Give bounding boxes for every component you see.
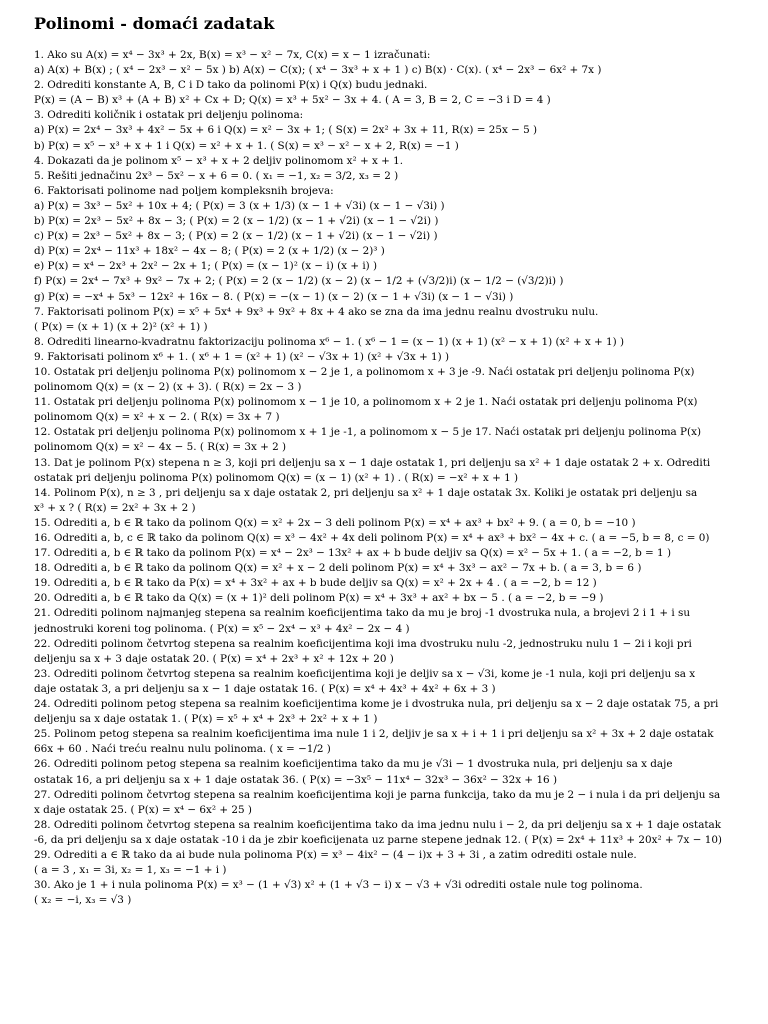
- problem-line: a) A(x) + B(x) ; ( x⁴ − 2x³ − x² − 5x ) b) A(x) − C(x); ( x⁴ − 3x³ + x + 1 ) c) B(x) · C(x). ( x⁴ − 2x³ − 6x² + 7x ): [34, 64, 602, 77]
- problem-line: 14. Polinom P(x), n ≥ 3 , pri deljenju sa x daje ostatak 2, pri deljenju sa x² + 1 daje ostatak 3x. Koliki je ostatak pri deljenju sa: [34, 486, 698, 499]
- problem-line: d) P(x) = 2x⁴ − 11x³ + 18x² − 4x − 8; ( P(x) = 2 (x + 1/2) (x − 2)³ ): [34, 245, 385, 258]
- problem-line: 10. Ostatak pri deljenju polinoma P(x) polinomom x − 2 je 1, a polinomom x + 3 je -9. Naći ostatak pri deljenju polinoma P(x): [34, 365, 695, 378]
- problem-line: 18. Odrediti a, b ∈ ℝ tako da polinom Q(x) = x² + x − 2 deli polinom P(x) = x⁴ + 3x³ − ax² − 7x + b. ( a = 3, b = 6 ): [34, 562, 642, 575]
- problem-line: x³ + x ? ( R(x) = 2x² + 3x + 2 ): [34, 501, 196, 514]
- problem-line: 7. Faktorisati polinom P(x) = x⁵ + 5x⁴ + 9x³ + 9x² + 8x + 4 ako se zna da ima jednu realnu dvostruku nulu.: [34, 305, 599, 318]
- problem-line: 22. Odrediti polinom četvrtog stepena sa realnim koeficijentima koji ima dvostruku nulu -2, jednostruku nulu 1 − 2i i koji pri: [34, 637, 692, 650]
- problem-line: 25. Polinom petog stepena sa realnim koeficijentima ima nule 1 i 2, deljiv je sa x + i + 1 i pri deljenju sa x² + 3x + 2 daje ostatak: [34, 728, 714, 741]
- problem-line: jednostruki koreni tog polinoma. ( P(x) = x⁵ − 2x⁴ − x³ + 4x² − 2x − 4 ): [34, 622, 410, 635]
- problem-line: 26. Odrediti polinom petog stepena sa realnim koeficijentima tako da mu je √3i − 1 dvostruka nula, pri deljenju sa x daje: [34, 758, 673, 771]
- problem-line: 27. Odrediti polinom četvrtog stepena sa realnim koeficijentima koji je parna funkcija, tako da mu je 2 − i nula i da pri deljenju sa: [34, 788, 721, 801]
- problem-line: e) P(x) = x⁴ − 2x³ + 2x² − 2x + 1; ( P(x) = (x − 1)² (x − i) (x + i) ): [34, 260, 378, 273]
- problem-line: 19. Odrediti a, b ∈ ℝ tako da P(x) = x⁴ + 3x² + ax + b bude deljiv sa Q(x) = x² + 2x + 4 . ( a = −2, b = 12 ): [34, 577, 597, 590]
- problem-line: x daje ostatak 25. ( P(x) = x⁴ − 6x² + 25 ): [34, 803, 252, 816]
- problem-line: a) P(x) = 3x³ − 5x² + 10x + 4; ( P(x) = 3 (x + 1/3) (x − 1 + √3i) (x − 1 − √3i) ): [34, 199, 445, 212]
- problem-line: 24. Odrediti polinom petog stepena sa realnim koeficijentima kome je i dvostruka nula, pri deljenju sa x − 2 daje ostatak 75, a pri: [34, 698, 719, 711]
- problem-line: 28. Odrediti polinom četvrtog stepena sa realnim koeficijentima tako da ima jednu nulu i − 2, da pri deljenju sa x + 1 daje ostatak: [34, 818, 722, 831]
- problem-line: -6, da pri deljenju sa x daje ostatak -10 i da je zbir koeficijenata uz parne stepene jednak 12. ( P(x) = 2x⁴ + 11x³ + 20x² + 7x − 10): [34, 833, 722, 846]
- problem-line: polinomom Q(x) = x² + x − 2. ( R(x) = 3x + 7 ): [34, 411, 280, 424]
- problem-line: c) P(x) = 2x³ − 5x² + 8x − 3; ( P(x) = 2 (x − 1/2) (x − 1 + √2i) (x − 1 − √2i) ): [34, 230, 438, 243]
- problem-line: 17. Odrediti a, b ∈ ℝ tako da polinom P(x) = x⁴ − 2x³ − 13x² + ax + b bude deljiv sa Q(x) = x² − 5x + 1. ( a = −2, b = 1 ): [34, 547, 672, 560]
- problem-line: P(x) = (A − B) x³ + (A + B) x² + Cx + D; Q(x) = x³ + 5x² − 3x + 4. ( A = 3, B = 2, C = −3 i D = 4 ): [34, 94, 551, 107]
- page-title: Polinomi - domaći zadatak: [34, 14, 275, 33]
- problem-line: deljenju sa x + 3 daje ostatak 20. ( P(x) = x⁴ + 2x³ + x² + 12x + 20 ): [34, 652, 394, 665]
- problem-line: 8. Odrediti linearno-kvadratnu faktorizaciju polinoma x⁶ − 1. ( x⁶ − 1 = (x − 1) (x + 1) (x² − x + 1) (x² + x + 1) ): [34, 335, 625, 348]
- problem-line: 5. Rešiti jednačinu 2x³ − 5x² − x + 6 = 0. ( x₁ = −1, x₂ = 3/2, x₃ = 2 ): [34, 169, 399, 182]
- problem-line: b) P(x) = 2x³ − 5x² + 8x − 3; ( P(x) = 2 (x − 1/2) (x − 1 + √2i) (x − 1 − √2i) ): [34, 215, 439, 228]
- problem-line: 15. Odrediti a, b ∈ ℝ tako da polinom Q(x) = x² + 2x − 3 deli polinom P(x) = x⁴ + ax³ + bx² + 9. ( a = 0, b = −10 ): [34, 516, 636, 529]
- problem-line: ( P(x) = (x + 1) (x + 2)² (x² + 1) ): [34, 320, 208, 333]
- problem-line: 21. Odrediti polinom najmanjeg stepena sa realnim koeficijentima tako da mu je broj -1 dvostruka nula, a brojevi 2 i 1 + i su: [34, 607, 691, 620]
- problem-line: 12. Ostatak pri deljenju polinoma P(x) polinomom x + 1 je -1, a polinomom x − 5 je 17. Naći ostatak pri deljenju polinoma P(x): [34, 426, 701, 439]
- problem-line: deljenju sa x daje ostatak 1. ( P(x) = x⁵ + x⁴ + 2x³ + 2x² + x + 1 ): [34, 713, 378, 726]
- problem-line: 4. Dokazati da je polinom x⁵ − x³ + x + 2 deljiv polinomom x² + x + 1.: [34, 154, 404, 167]
- problem-line: a) P(x) = 2x⁴ − 3x³ + 4x² − 5x + 6 i Q(x) = x² − 3x + 1; ( S(x) = 2x² + 3x + 11, R(x) = 25x − 5 ): [34, 124, 538, 137]
- problem-line: 11. Ostatak pri deljenju polinoma P(x) polinomom x − 1 je 10, a polinomom x + 2 je 1. Naći ostatak pri deljenju polinoma P(x): [34, 396, 698, 409]
- problem-line: 20. Odrediti a, b ∈ ℝ tako da Q(x) = (x + 1)² deli polinom P(x) = x⁴ + 3x³ + ax² + bx − 5 . ( a = −2, b = −9 ): [34, 592, 604, 605]
- problem-line: ( x₂ = −i, x₃ = √3 ): [34, 894, 132, 907]
- problem-line: 66x + 60 . Naći treću realnu nulu polinoma. ( x = −1/2 ): [34, 743, 331, 756]
- problem-line: 6. Faktorisati polinome nad poljem kompleksnih brojeva:: [34, 184, 334, 197]
- problem-line: g) P(x) = −x⁴ + 5x³ − 12x² + 16x − 8. ( P(x) = −(x − 1) (x − 2) (x − 1 + √3i) (x − 1 − √3i) ): [34, 290, 514, 303]
- problem-line: ostatak pri deljenju polinoma P(x) polinomom Q(x) = (x − 1) (x² + 1) . ( R(x) = −x² + x + 1 ): [34, 471, 519, 484]
- problem-line: f) P(x) = 2x⁴ − 7x³ + 9x² − 7x + 2; ( P(x) = 2 (x − 1/2) (x − 2) (x − 1/2 + (√3/2)i) (x − 1/2 − (√3/2)i) ): [34, 275, 564, 288]
- problem-line: polinomom Q(x) = (x − 2) (x + 3). ( R(x) = 2x − 3 ): [34, 381, 302, 394]
- problem-line: 30. Ako je 1 + i nula polinoma P(x) = x³ − (1 + √3) x² + (1 + √3 − i) x − √3 + √3i odrediti ostale nule tog polinoma.: [34, 879, 643, 892]
- problem-line: b) P(x) = x⁵ − x³ + x + 1 i Q(x) = x² + x + 1. ( S(x) = x³ − x² − x + 2, R(x) = −1 ): [34, 139, 459, 152]
- problem-line: 16. Odrediti a, b, c ∈ ℝ tako da polinom Q(x) = x³ − 4x² + 4x deli polinom P(x) = x⁴ + ax³ + bx² − 4x + c. ( a = −5, b = 8, c = 0): [34, 532, 710, 544]
- problem-line: 1. Ako su A(x) = x⁴ − 3x³ + 2x, B(x) = x³ − x² − 7x, C(x) = x − 1 izračunati:: [34, 49, 431, 61]
- problem-line: 13. Dat je polinom P(x) stepena n ≥ 3, koji pri deljenju sa x − 1 daje ostatak 1, pri deljenju sa x² + 1 daje ostatak 2 + x. Odrediti: [34, 456, 711, 469]
- problem-list: [34, 48, 750, 908]
- problem-line: 9. Faktorisati polinom x⁶ + 1. ( x⁶ + 1 = (x² + 1) (x² − √3x + 1) (x² + √3x + 1) ): [34, 350, 450, 363]
- problem-line: 2. Odrediti konstante A, B, C i D tako da polinomi P(x) i Q(x) budu jednaki.: [34, 79, 428, 92]
- problem-line: 23. Odrediti polinom četvrtog stepena sa realnim koeficijentima koji je deljiv sa x − √3i, kome je -1 nula, koji pri deljenju sa x: [34, 667, 696, 680]
- problem-line: daje ostatak 3, a pri deljenju sa x − 1 daje ostatak 16. ( P(x) = x⁴ + 4x³ + 4x² + 6x + 3 ): [34, 682, 496, 695]
- problem-line: ostatak 16, a pri deljenju sa x + 1 daje ostatak 36. ( P(x) = −3x⁵ − 11x⁴ − 32x³ − 36x² − 32x + 16 ): [34, 773, 558, 786]
- problem-line: ( a = 3 , x₁ = 3i, x₂ = 1, x₃ = −1 + i ): [34, 864, 227, 877]
- problem-line: 3. Odrediti količnik i ostatak pri deljenju polinoma:: [34, 109, 304, 122]
- problem-line: polinomom Q(x) = x² − 4x − 5. ( R(x) = 3x + 2 ): [34, 441, 287, 454]
- problem-line: 29. Odrediti a ∈ ℝ tako da ai bude nula polinoma P(x) = x³ − 4ix² − (4 − i)x + 3 + 3i , a zatim odrediti ostale nule.: [34, 848, 637, 861]
